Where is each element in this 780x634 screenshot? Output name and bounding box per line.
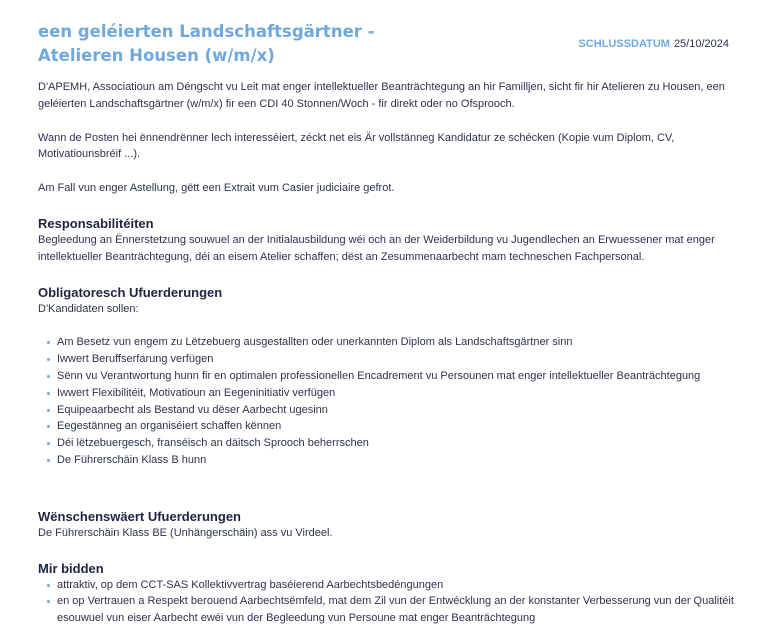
list-item: en op Vertrauen a Respekt berouend Aarbechtsëmfeld, mat dem Zil vun der Entwécklung an der konstanter Verbesserung vun der Qualitéit esouwuel vun eiser Aarbecht ewéi vun der Begleedung vun Persoune mat enger Beanträchtegung: [57, 593, 738, 627]
list-item: De Führerschäin Klass B hunn: [57, 452, 738, 469]
list-item: attraktiv, op dem CCT-SAS Kollektivvertrag baséierend Aarbechtsbedéngungen: [57, 577, 738, 594]
job-title: [38, 20, 558, 68]
job-title-line-1: een geléierten Landschaftsgärtner -: [38, 22, 375, 41]
bullet-icon: [47, 459, 50, 462]
deadline-label: SCHLUSSDATUM: [578, 38, 670, 50]
section-title-mir-bidden: Mir bidden: [38, 560, 104, 576]
bullet-icon: [47, 584, 50, 587]
obligatoresch-intro: D'Kandidaten sollen:: [38, 302, 139, 315]
mir-bidden-list: [38, 577, 738, 627]
wenschenswaert-text: De Führerschäin Klass BE (Unhängerschäin) ass vu Virdeel.: [38, 526, 333, 539]
bullet-icon: [47, 425, 50, 428]
intro-paragraph: Wann de Posten hei ënnendrënner lech interesséiert, zéckt net eis Är vollstänneg Kandidatur ze schécken (Kopie vum Diplom, CV, Motivatiounsbréif ...).: [38, 131, 675, 161]
bullet-icon: [47, 442, 50, 445]
section-title-obligatoresch: Obligatoresch Ufuerderungen: [38, 284, 223, 300]
responsabiliteiten-text: Begleedung an Ënnerstetzung souwuel an der Initialausbildung wéi och an der Weiderbildung vu Jugendlechen an Erwuessener mat enger intellektueller Beanträchtegung, déi an eisem Atelier schaffen; dëst an Zesummenaarbecht mam techneschen Fachpersonal.: [38, 233, 715, 263]
list-item: Iwwert Flexibilitéit, Motivatioun an Eegeninitiativ verfügen: [57, 385, 738, 402]
deadline: [578, 37, 729, 51]
bullet-icon: [47, 341, 50, 344]
bullet-icon: [47, 600, 50, 603]
section-title-wenschenswaert: Wënschenswäert Ufuerderungen: [38, 508, 241, 524]
bullet-icon: [47, 375, 50, 378]
deadline-value: 25/10/2024: [673, 38, 729, 50]
job-title-line-2: Atelieren Housen (w/m/x): [38, 46, 275, 65]
section-title-responsabiliteiten: Responsabilitéiten: [38, 215, 154, 231]
intro-paragraph: Am Fall vun enger Astellung, gëtt een Extrait vum Casier judiciaire gefrot.: [38, 182, 395, 195]
list-item: Equipeaarbecht als Bestand vu dëser Aarbecht ugesinn: [57, 402, 738, 419]
list-item: Déi lëtzebuergesch, franséisch an däitsch Sprooch beherrschen: [57, 435, 738, 452]
bullet-icon: [47, 392, 50, 395]
bullet-icon: [47, 358, 50, 361]
obligatoresch-list: [38, 334, 738, 468]
job-description: [38, 79, 738, 627]
list-item: Eegestänneg an organiséiert schaffen kënnen: [57, 418, 738, 435]
bullet-icon: [47, 409, 50, 412]
list-item: Sënn vu Verantwortung hunn fir en optimalen professionellen Encadrement vu Persounen mat enger intellektueller Beanträchtegung: [57, 368, 738, 385]
intro-paragraph: D'APEMH, Associatioun am Déngscht vu Leit mat enger intellektueller Beanträchtegung an hir Familljen, sicht fir hir Atelieren zu Housen, een geléierten Landschaftsgärtner (w/m/x) fir een CDI 40 Stonnen/Woch - fir direkt oder no Ofsprooch.: [38, 81, 725, 110]
list-item: Iwwert Beruffserfarung verfügen: [57, 351, 738, 368]
list-item: Am Besetz vun engem zu Lëtzebuerg ausgestallten oder unerkannten Diplom als Landschaftsgärtner sinn: [57, 334, 738, 351]
